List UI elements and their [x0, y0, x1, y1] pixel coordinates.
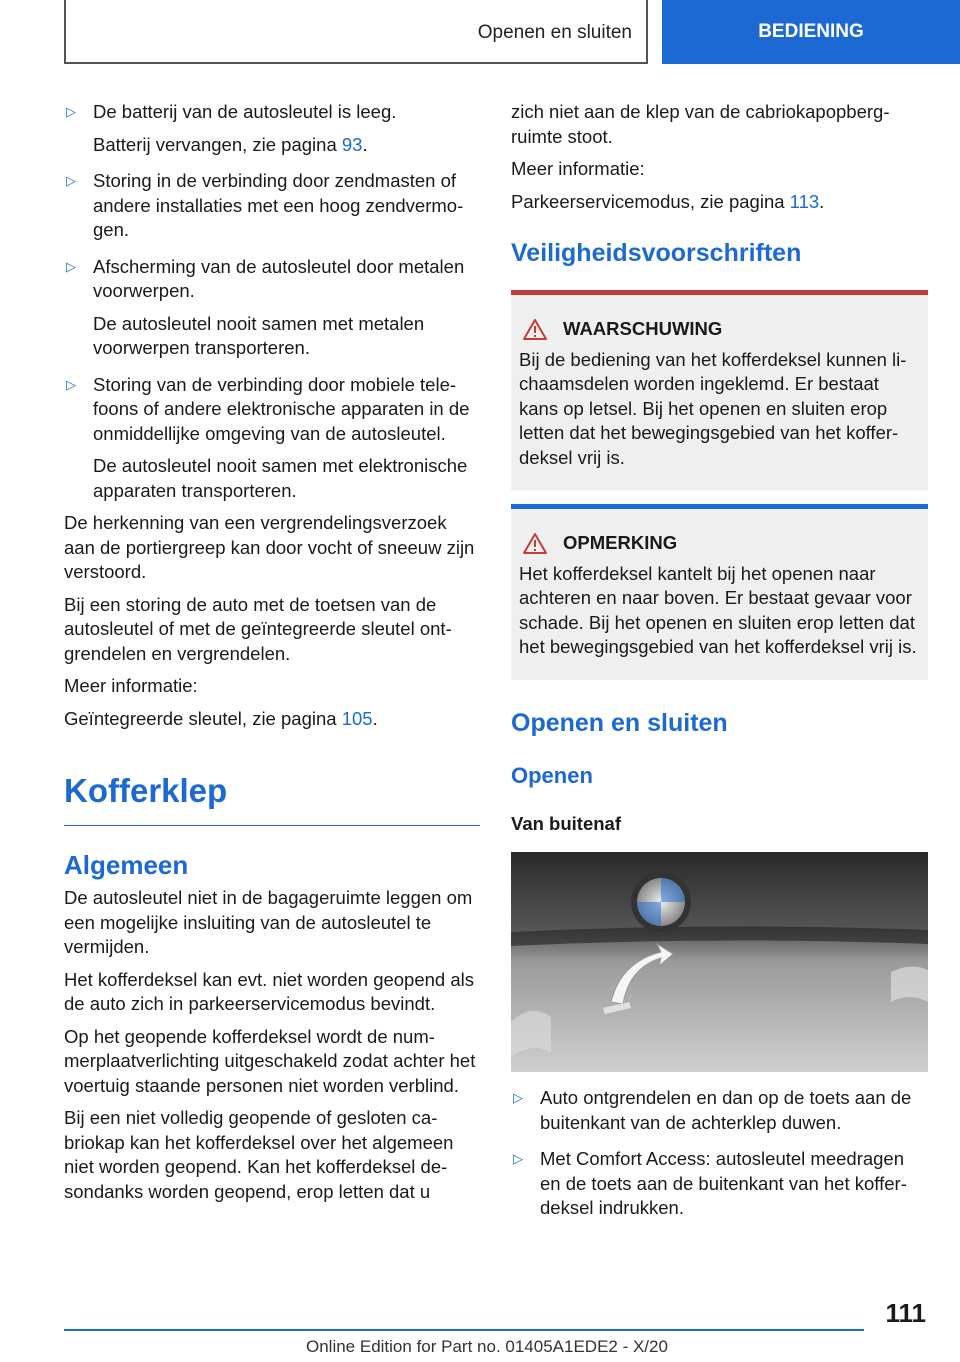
- notice-header: [519, 531, 920, 556]
- right-column: [511, 100, 928, 1233]
- bullet-sub-prefix: Batterij vervangen, zie pagina: [93, 133, 342, 155]
- list-item: [511, 1147, 928, 1221]
- warning-box: [511, 290, 928, 490]
- paragraph: Bij een niet volledig geopende of gesloten cabriokap kan het kofferdeksel over het algemeen niet worden geopend. Kan het kofferdeksel desondanks worden geopend, erop letten dat u: [64, 1107, 454, 1202]
- bullet-sub-suffix: .: [362, 133, 368, 155]
- bullet-text: Afscherming van de autosleutel door metalen voorwerpen.: [93, 255, 465, 301]
- section-heading: Kofferklep: [64, 771, 480, 826]
- section-heading-open-close: Openen en sluiten: [511, 708, 728, 737]
- bullet-triangle-icon: ▷: [66, 376, 76, 392]
- list-item: [64, 373, 480, 504]
- bullet-triangle-icon: ▷: [513, 1151, 523, 1166]
- reference-suffix: .: [372, 707, 378, 729]
- trunk-button-photo: [511, 852, 928, 1072]
- page-link[interactable]: 105: [341, 707, 373, 729]
- warning-title: WAARSCHUWING: [563, 318, 723, 339]
- page-link[interactable]: 113: [789, 190, 820, 212]
- subsection-heading: Algemeen: [64, 850, 189, 880]
- notice-box: [511, 504, 928, 680]
- paragraph: De herkenning van een vergrendelingsverzoek aan de portiergreep kan door vocht of sneeuw zijn verstoord.: [64, 512, 475, 582]
- edition-footer: Online Edition for Part no. 01405A1EDE2 - X/20: [306, 1337, 668, 1356]
- notice-text: Het kofferdeksel kantelt bij het openen naar achteren en naar boven. Er bestaat gevaar voor schade. Bij het openen en sluiten erop letten dat het bewegingsgebied van het kofferdeksel vrij is.: [519, 562, 917, 657]
- trunk-illustration: [511, 852, 928, 1072]
- paragraph: zich niet aan de klep van de cabriokapopbergruimte stoot.: [511, 101, 890, 147]
- footer-divider: [64, 1329, 864, 1331]
- bullet-subtext: De autosleutel nooit samen met metalen voorwerpen transporteren.: [93, 312, 425, 358]
- reference: [64, 707, 480, 732]
- list-item: [64, 100, 480, 157]
- notice-title: OPMERKING: [563, 532, 678, 553]
- bullet-text: De batterij van de autosleutel is leeg.: [93, 101, 397, 122]
- bullet-triangle-icon: ▷: [66, 104, 76, 119]
- reference-prefix: Geïntegreerde sleutel, zie pagina: [64, 707, 342, 729]
- reference: [511, 190, 928, 215]
- list-item: [511, 1086, 928, 1135]
- bullet-text: Auto ontgrendelen en dan op de toets aan de buitenkant van de achterklep duwen.: [540, 1087, 912, 1133]
- reference-prefix: Parkeerservicemodus, zie pagina: [511, 190, 790, 212]
- paragraph: Bij een storing de auto met de toetsen van de autosleutel of met de geïntegreerde sleutel ontgrendelen en vergrendelen.: [64, 593, 452, 664]
- paragraph: De autosleutel niet in de bagageruimte leggen om een mogelijke insluiting van de autosleutel te vermijden.: [64, 887, 473, 957]
- bullet-subtext: De autosleutel nooit samen met elektronische apparaten transporteren.: [93, 455, 468, 501]
- list-item: [64, 255, 480, 361]
- bullet-text: Storing in de verbinding door zendmasten of andere installaties met een hoog zendvermogen.: [93, 170, 464, 240]
- list-item: [64, 169, 480, 243]
- bullet-text: Storing van de verbinding door mobiele telefoons of andere elektronische apparaten in de onmiddellijke omgeving van de autosleutel.: [93, 373, 470, 444]
- warning-header: [519, 317, 920, 342]
- bullet-text: Met Comfort Access: autosleutel meedragen en de toets aan de buitenkant van het kofferdeksel indrukken.: [540, 1148, 907, 1218]
- more-info-label: Meer informatie:: [511, 158, 645, 179]
- header-section-box: [64, 0, 648, 64]
- more-info-label: Meer informatie:: [64, 675, 198, 696]
- warning-text: Bij de bediening van het kofferdeksel kunnen lichaamsdelen worden ingeklemd. Er bestaat kans op letsel. Bij het openen en sluiten erop letten dat het bewegingsgebied van het kofferdeksel vrij is.: [519, 348, 907, 468]
- bullet-subtext: [93, 133, 480, 158]
- warning-triangle-icon: [523, 319, 547, 340]
- reference-suffix: .: [819, 190, 825, 212]
- subsection-heading-open: Openen: [511, 762, 593, 788]
- bullet-triangle-icon: ▷: [66, 173, 76, 188]
- left-column: [64, 100, 480, 1212]
- section-heading-safety: Veiligheidsvoorschriften: [511, 239, 802, 267]
- page-link[interactable]: 93: [341, 133, 363, 155]
- paragraph: Op het geopende kofferdeksel wordt de nummerplaatverlichting uitgeschakeld zodat achter het voertuig staande personen niet worden verblind.: [64, 1025, 476, 1096]
- header-chapter-tab[interactable]: BEDIENING: [662, 0, 960, 64]
- notice-triangle-icon: [523, 533, 547, 554]
- header-section-title: Openen en sluiten: [477, 22, 632, 43]
- bullet-triangle-icon: ▷: [513, 1090, 523, 1105]
- bullet-triangle-icon: ▷: [66, 258, 76, 274]
- sub-subsection-heading-outside: Van buitenaf: [511, 812, 621, 834]
- paragraph: Het kofferdeksel kan evt. niet worden geopend als de auto zich in parkeerservicemodus bevindt.: [64, 968, 474, 1014]
- page-number: 111: [885, 1298, 926, 1328]
